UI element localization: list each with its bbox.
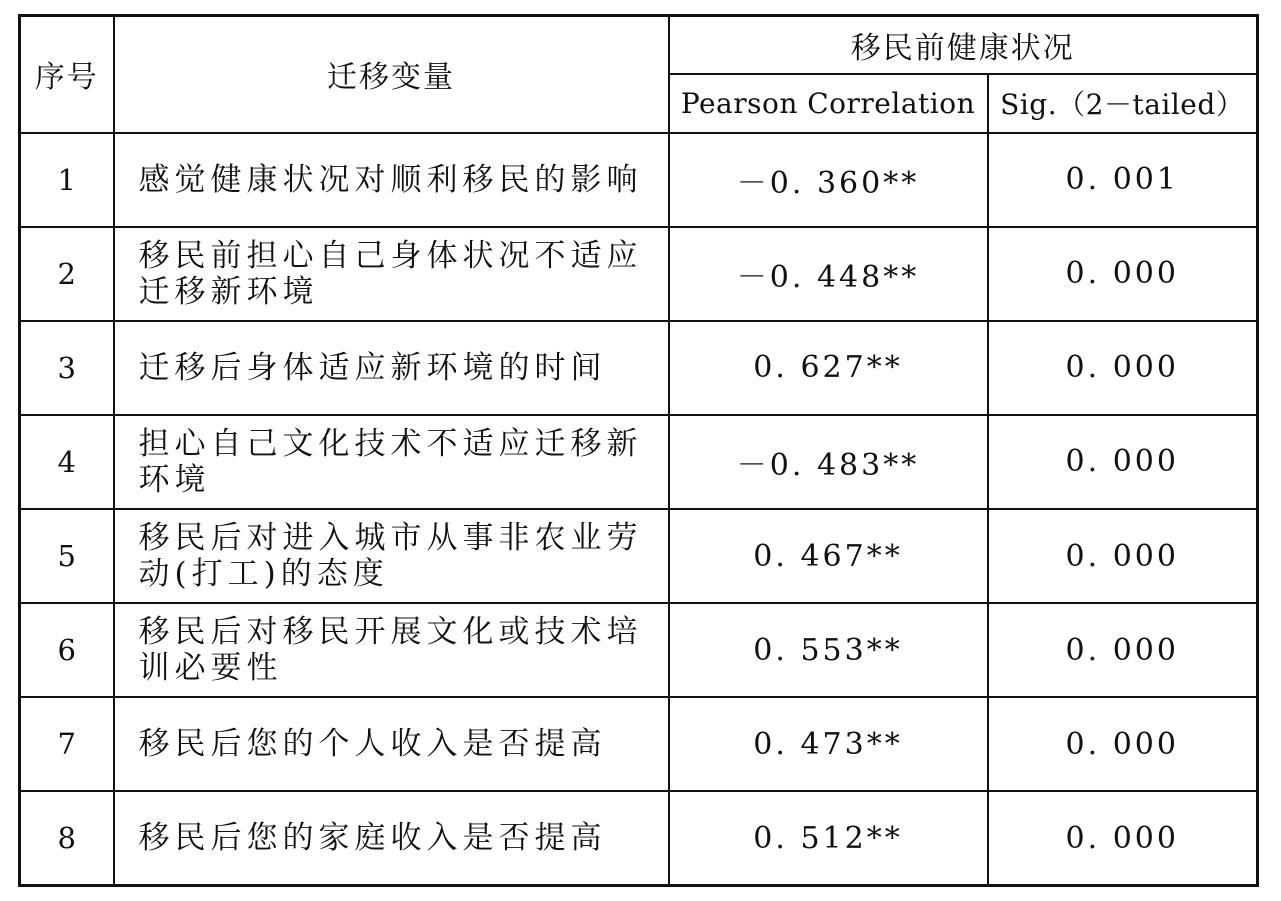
row-pearson: －0. 360** — [669, 133, 988, 227]
row-variable: 移民前担心自己身体状况不适应迁移新环境 — [114, 227, 669, 321]
table-row — [20, 791, 1258, 885]
row-index: 8 — [20, 791, 114, 885]
row-sig: 0. 001 — [988, 133, 1258, 227]
row-variable: 移民后对进入城市从事非农业劳动(打工)的态度 — [114, 509, 669, 603]
row-sig: 0. 000 — [988, 227, 1258, 321]
row-pearson: 0. 553** — [669, 603, 988, 697]
row-index: 7 — [20, 697, 114, 791]
row-pearson: 0. 467** — [669, 509, 988, 603]
row-index: 4 — [20, 415, 114, 509]
header-sig: Sig.（2－tailed） — [988, 74, 1258, 133]
header-group: 移民前健康状况 — [669, 16, 1258, 74]
row-variable: 移民后您的个人收入是否提高 — [114, 697, 669, 791]
row-index: 1 — [20, 133, 114, 227]
row-pearson: －0. 448** — [669, 227, 988, 321]
table-row — [20, 133, 1258, 227]
row-sig: 0. 000 — [988, 415, 1258, 509]
header-row-top — [20, 16, 1258, 74]
row-variable: 移民后对移民开展文化或技术培训必要性 — [114, 603, 669, 697]
row-variable: 迁移后身体适应新环境的时间 — [114, 321, 669, 415]
row-sig: 0. 000 — [988, 791, 1258, 885]
table-row — [20, 415, 1258, 509]
header-index: 序号 — [20, 16, 114, 133]
table-row — [20, 509, 1258, 603]
row-index: 3 — [20, 321, 114, 415]
row-index: 2 — [20, 227, 114, 321]
row-pearson: 0. 627** — [669, 321, 988, 415]
correlation-table — [18, 14, 1259, 887]
row-variable: 感觉健康状况对顺利移民的影响 — [114, 133, 669, 227]
row-sig: 0. 000 — [988, 697, 1258, 791]
header-variable: 迁移变量 — [114, 16, 669, 133]
row-variable: 担心自己文化技术不适应迁移新环境 — [114, 415, 669, 509]
row-pearson: 0. 473** — [669, 697, 988, 791]
table-row — [20, 697, 1258, 791]
row-sig: 0. 000 — [988, 603, 1258, 697]
table-row — [20, 603, 1258, 697]
header-pearson: Pearson Correlation — [669, 74, 988, 133]
table-row — [20, 227, 1258, 321]
row-index: 5 — [20, 509, 114, 603]
row-variable: 移民后您的家庭收入是否提高 — [114, 791, 669, 885]
row-pearson: 0. 512** — [669, 791, 988, 885]
table-row — [20, 321, 1258, 415]
row-pearson: －0. 483** — [669, 415, 988, 509]
row-index: 6 — [20, 603, 114, 697]
row-sig: 0. 000 — [988, 321, 1258, 415]
row-sig: 0. 000 — [988, 509, 1258, 603]
